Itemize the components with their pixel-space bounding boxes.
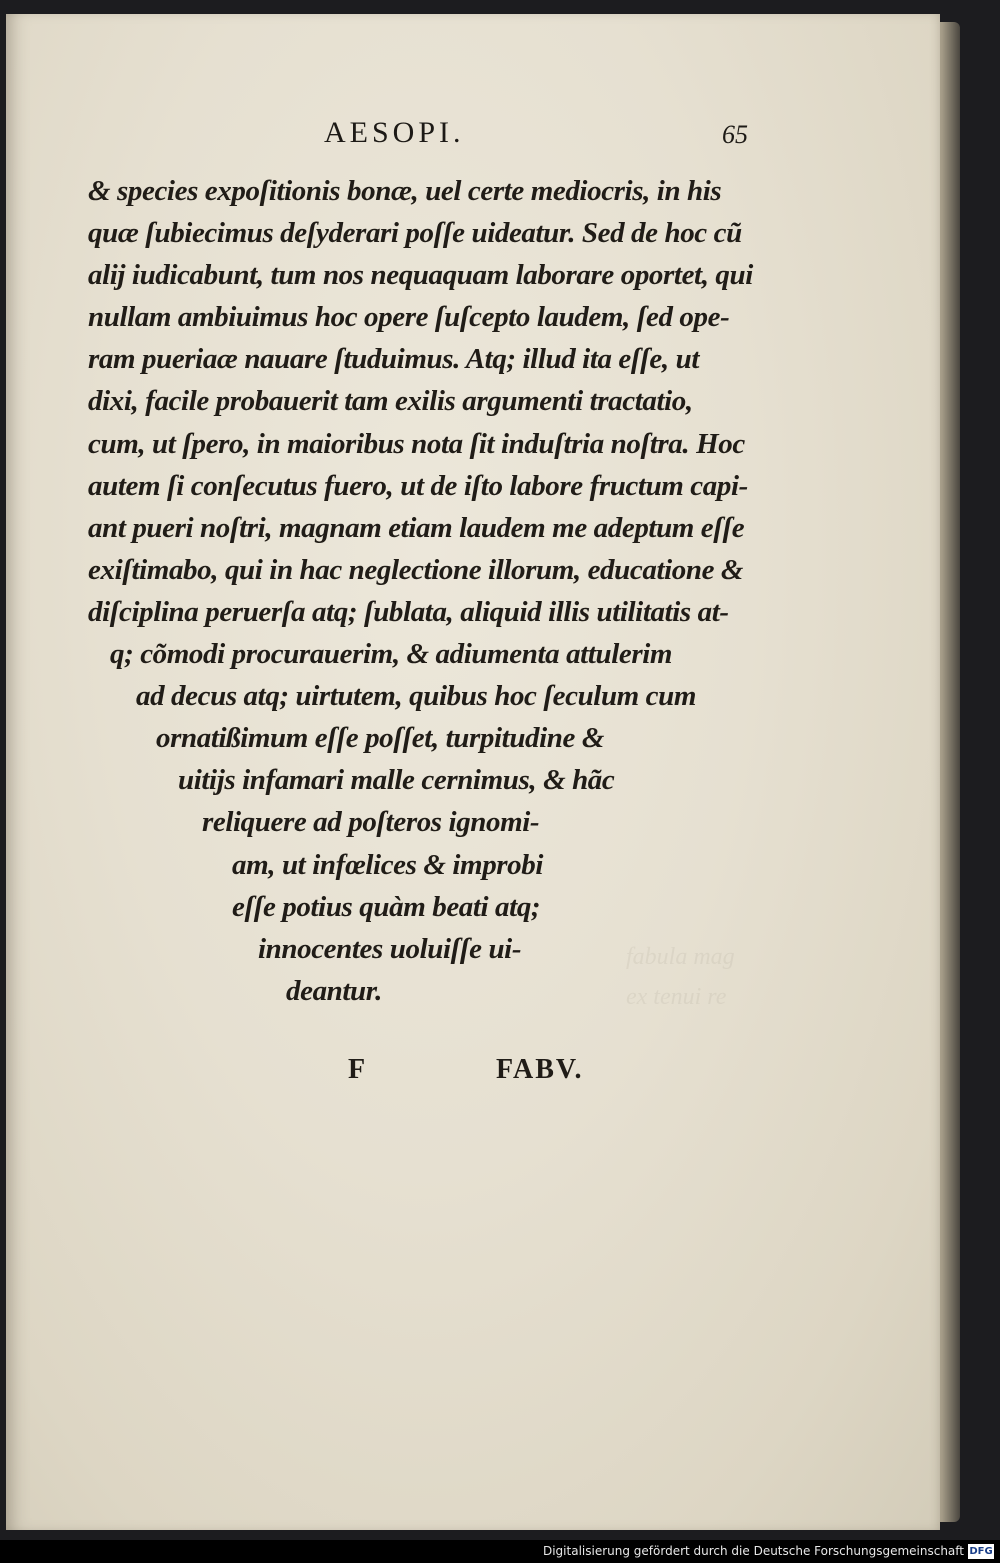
page-number: 65 [722, 120, 748, 149]
text-line: ram pueriaæ nauare ſtuduimus. Atq; illud ita eſſe, ut [88, 343, 699, 376]
text-line: diſciplina peruerſa atq; ſublata, aliquid illis utilitatis at- [88, 595, 729, 628]
signature-mark: F [348, 1054, 366, 1085]
text-line: autem ſi conſecutus fuero, ut de iſto labore fructum capi- [88, 469, 748, 502]
show-through-text: fabula mag [626, 944, 735, 970]
text-line: innocentes uoluiſſe ui- [258, 932, 522, 965]
catchword: FABV. [496, 1054, 584, 1085]
text-line: ant pueri noſtri, magnam etiam laudem me adeptum eſſe [88, 511, 745, 544]
text-line: cum, ut ſpero, in maioribus nota ſit induſtria noſtra. Hoc [88, 427, 745, 460]
text-line: reliquere ad poſteros ignomi- [202, 806, 540, 839]
footer-credit: Digitalisierung gefördert durch die Deutsche Forschungsgemeinschaft [542, 1544, 964, 1558]
text-line: alij iudicabunt, tum nos nequaquam laborare oportet, qui [88, 259, 753, 292]
text-line: quæ ſubiecimus deſyderari poſſe uideatur. Sed de hoc cũ [88, 217, 742, 250]
dfg-logo-icon: DFG [969, 1546, 993, 1557]
text-line: uitijs infamari malle cernimus, & hãc [178, 764, 615, 797]
text-line: deantur. [286, 974, 382, 1007]
text-line: am, ut infœlices & improbi [232, 848, 544, 881]
text-line: eſſe potius quàm beati atq; [232, 890, 541, 923]
text-line: ad decus atq; uirtutem, quibus hoc ſeculum cum [136, 680, 697, 713]
digitization-footer [0, 1540, 1000, 1563]
text-line: & species expoſitionis bonæ, uel certe mediocris, in his [88, 175, 722, 207]
text-line: ornatißimum eſſe poſſet, turpitudine & [156, 722, 605, 755]
text-line: exiſtimabo, qui in hac neglectione illorum, educatione & [88, 553, 744, 586]
text-line: dixi, facile probauerit tam exilis argumenti tractatio, [88, 385, 693, 418]
page-footer-marks [6, 1054, 940, 1094]
show-through-text: ex tenui re [626, 984, 727, 1010]
body-text [6, 170, 940, 1012]
text-line: q; cõmodi procurauerim, & adiumenta attulerim [110, 638, 673, 671]
running-head-title: AESOPI. [324, 116, 465, 149]
running-head [6, 116, 940, 156]
text-line: nullam ambiuimus hoc opere ſuſcepto laudem, ſed ope- [88, 301, 730, 334]
book-page [6, 14, 940, 1530]
